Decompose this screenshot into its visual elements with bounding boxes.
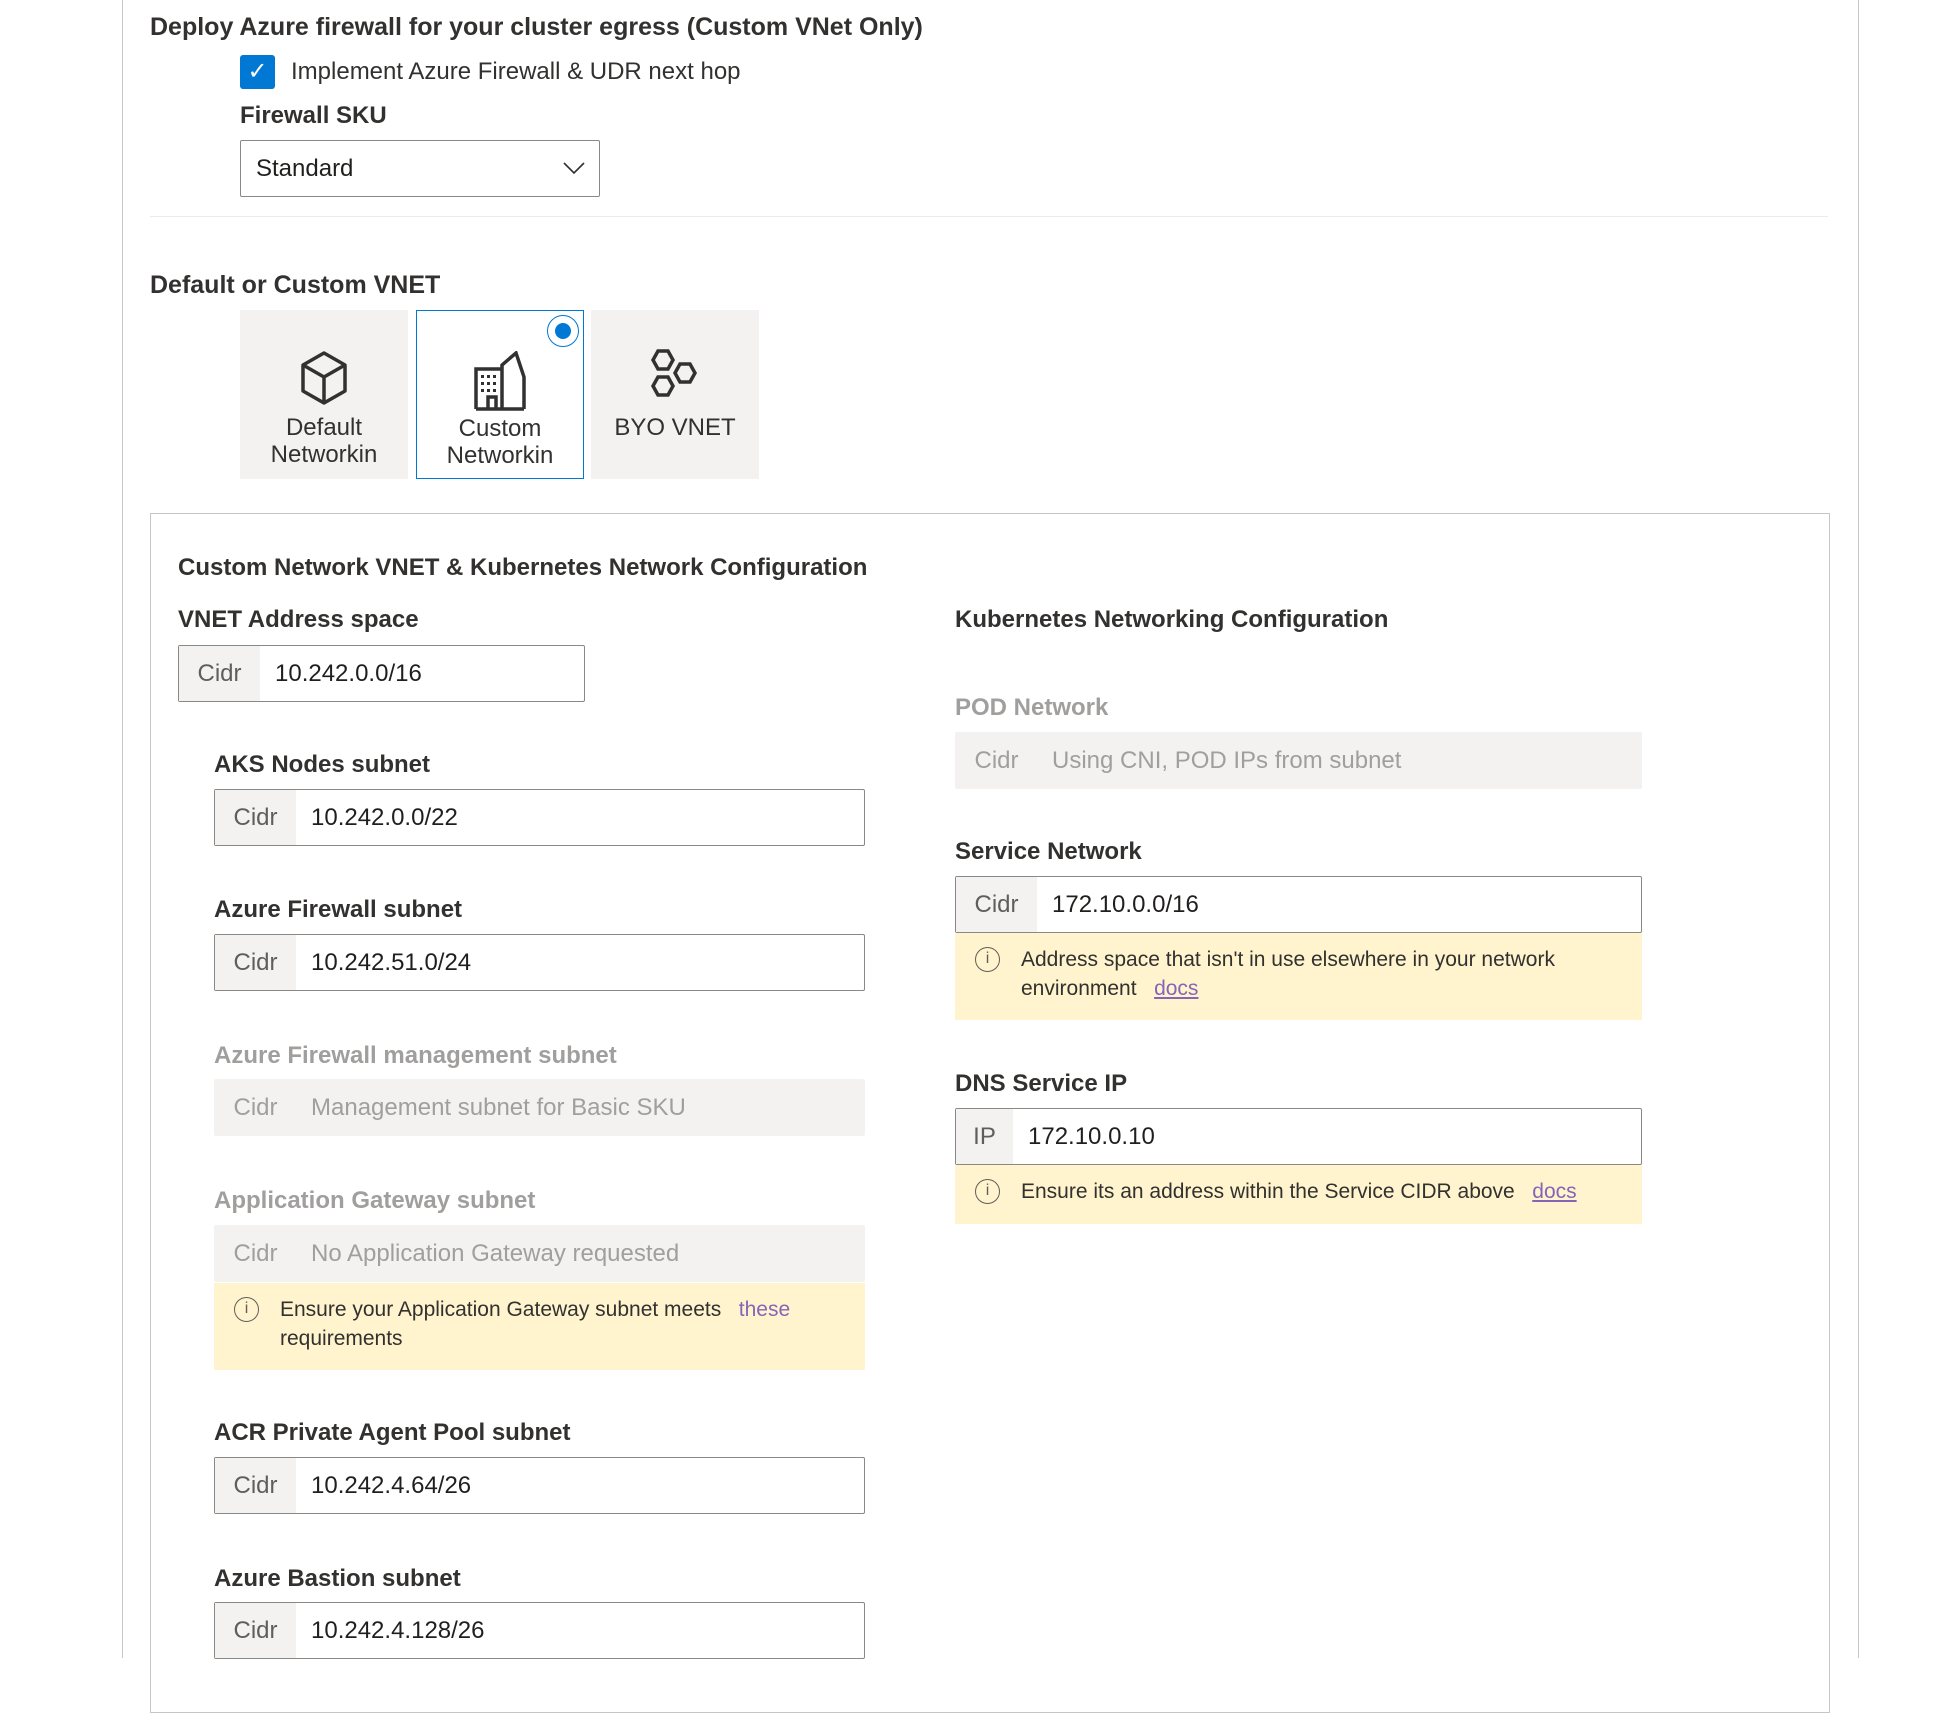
firewall-subnet-label: Azure Firewall subnet — [214, 896, 463, 923]
acr-subnet-value[interactable]: 10.242.4.64/26 — [311, 1471, 472, 1499]
firewall-sku-label: Firewall SKU — [240, 102, 387, 129]
ip-prefix: IP — [956, 1109, 1013, 1164]
cidr-prefix: Cidr — [215, 1603, 296, 1658]
firewall-sku-value: Standard — [256, 155, 354, 182]
building-icon — [472, 351, 528, 411]
bastion-subnet-label: Azure Bastion subnet — [214, 1565, 461, 1592]
firewall-mgmt-subnet-input — [214, 1079, 865, 1136]
info-icon: i — [975, 947, 1000, 972]
tile-label: Custom Networkin — [446, 415, 554, 469]
service-network-docs-link[interactable]: docs — [1154, 977, 1199, 1000]
tile-default-networking[interactable] — [240, 310, 408, 479]
vnet-address-label: VNET Address space — [178, 606, 419, 633]
hexagons-icon — [646, 348, 704, 406]
tile-label: BYO VNET — [614, 414, 736, 441]
aks-nodes-input[interactable] — [214, 789, 865, 846]
cidr-prefix: Cidr — [215, 1226, 296, 1281]
appgw-subnet-placeholder: No Application Gateway requested — [311, 1239, 680, 1267]
pod-network-placeholder: Using CNI, POD IPs from subnet — [1052, 746, 1402, 774]
cube-icon — [299, 350, 349, 406]
divider — [150, 216, 1828, 217]
dns-info-text: Ensure its an address within the Service CIDR above — [1021, 1180, 1515, 1203]
tile-custom-networking[interactable] — [416, 310, 584, 479]
cidr-prefix: Cidr — [215, 1080, 296, 1135]
tile-label: Default Networkin — [270, 414, 378, 468]
service-network-label: Service Network — [955, 838, 1142, 865]
firewall-sku-select[interactable] — [240, 140, 600, 197]
chevron-down-icon — [563, 161, 585, 175]
pod-network-input — [955, 732, 1642, 789]
acr-subnet-label: ACR Private Agent Pool subnet — [214, 1419, 571, 1446]
cidr-prefix: Cidr — [956, 733, 1037, 788]
dns-info-bar — [955, 1165, 1642, 1224]
checkmark-icon: ✓ — [247, 58, 268, 85]
cidr-prefix: Cidr — [215, 935, 296, 990]
appgw-info-bar — [214, 1283, 865, 1370]
cidr-prefix: Cidr — [179, 646, 260, 701]
vnet-address-input[interactable] — [178, 645, 585, 702]
tile-byo-vnet[interactable] — [591, 310, 759, 479]
radio-selected-icon[interactable] — [547, 315, 579, 347]
appgw-info-text: Ensure your Application Gateway subnet meets — [280, 1298, 722, 1321]
dns-service-ip-value[interactable]: 172.10.0.10 — [1028, 1122, 1155, 1150]
info-icon: i — [975, 1179, 1000, 1204]
acr-subnet-input[interactable] — [214, 1457, 865, 1514]
service-network-info-text: Address space that isn't in use elsewhere in your network environment — [1021, 948, 1555, 1000]
config-title: Custom Network VNET & Kubernetes Network Configuration — [178, 554, 868, 581]
vnet-choice-title: Default or Custom VNET — [150, 271, 441, 299]
service-network-value[interactable]: 172.10.0.0/16 — [1052, 890, 1199, 918]
info-icon: i — [234, 1297, 259, 1322]
appgw-subnet-label: Application Gateway subnet — [214, 1187, 536, 1214]
k8s-config-title: Kubernetes Networking Configuration — [955, 606, 1389, 633]
service-network-info-bar — [955, 933, 1642, 1020]
cidr-prefix: Cidr — [956, 877, 1037, 932]
vnet-address-value[interactable]: 10.242.0.0/16 — [275, 659, 422, 687]
firewall-subnet-input[interactable] — [214, 934, 865, 991]
cidr-prefix: Cidr — [215, 1458, 296, 1513]
service-network-input[interactable] — [955, 876, 1642, 933]
aks-nodes-label: AKS Nodes subnet — [214, 751, 431, 778]
appgw-requirements-link[interactable]: these — [738, 1298, 791, 1321]
pod-network-label: POD Network — [955, 694, 1109, 721]
dns-service-ip-label: DNS Service IP — [955, 1070, 1128, 1097]
aks-nodes-value[interactable]: 10.242.0.0/22 — [311, 803, 458, 831]
cidr-prefix: Cidr — [215, 790, 296, 845]
appgw-info-tail: requirements — [280, 1327, 403, 1350]
firewall-mgmt-subnet-placeholder: Management subnet for Basic SKU — [311, 1093, 686, 1121]
firewall-section-title: Deploy Azure firewall for your cluster egress (Custom VNet Only) — [150, 13, 923, 41]
bastion-subnet-input[interactable] — [214, 1602, 865, 1659]
bastion-subnet-value[interactable]: 10.242.4.128/26 — [311, 1616, 485, 1644]
dns-docs-link[interactable]: docs — [1532, 1180, 1577, 1203]
appgw-subnet-input — [214, 1225, 865, 1282]
firewall-checkbox-label[interactable]: Implement Azure Firewall & UDR next hop — [291, 58, 741, 85]
firewall-subnet-value[interactable]: 10.242.51.0/24 — [311, 948, 472, 976]
firewall-checkbox[interactable] — [240, 55, 275, 89]
firewall-mgmt-subnet-label: Azure Firewall management subnet — [214, 1042, 617, 1069]
dns-service-ip-input[interactable] — [955, 1108, 1642, 1165]
